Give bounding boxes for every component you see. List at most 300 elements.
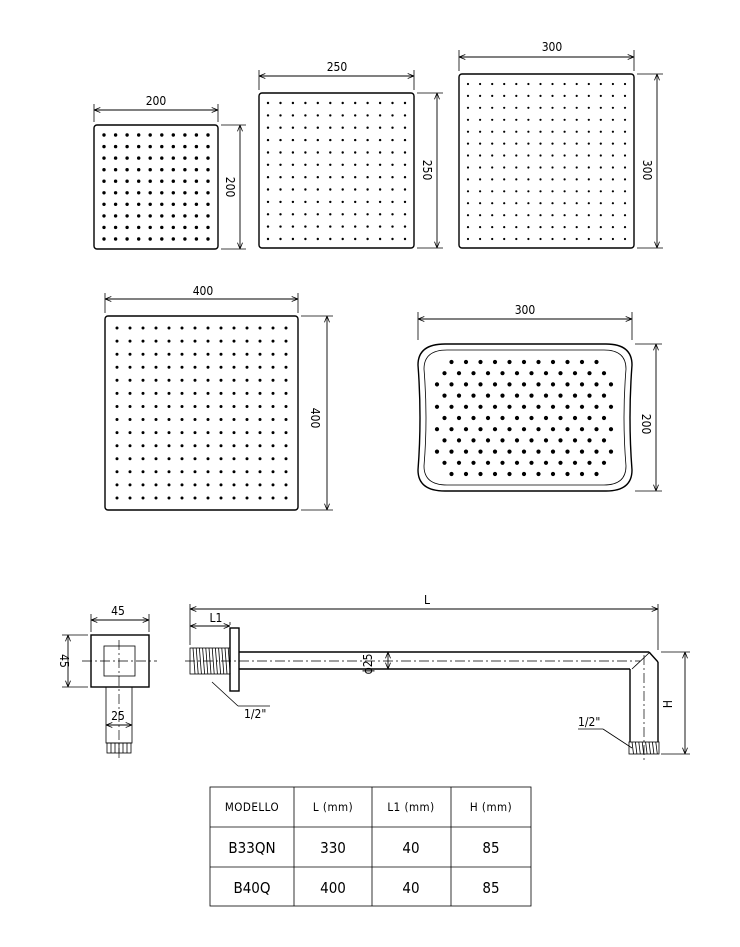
nozzle-dot xyxy=(194,497,197,500)
nozzle-dot xyxy=(467,178,469,180)
nozzle-dot xyxy=(160,180,163,183)
nozzle-dot xyxy=(467,190,469,192)
nozzle-dot xyxy=(155,444,158,447)
nozzle-dot xyxy=(168,366,171,369)
nozzle-dot xyxy=(285,340,288,343)
nozzle-dot xyxy=(194,392,197,395)
nozzle-dot xyxy=(602,461,606,465)
nozzle-dot xyxy=(624,238,626,240)
nozzle-dot xyxy=(491,166,493,168)
nozzle-dot xyxy=(160,203,163,206)
nozzle-dot xyxy=(181,457,184,460)
nozzle-dot xyxy=(149,168,152,171)
nozzle-dot xyxy=(168,327,171,330)
nozzle-dot xyxy=(609,427,613,431)
nozzle-dot xyxy=(292,151,294,153)
nozzle-dot xyxy=(181,405,184,408)
nozzle-dot xyxy=(155,340,158,343)
nozzle-dot xyxy=(142,366,145,369)
nozzle-dot xyxy=(195,145,198,148)
nozzle-dot xyxy=(116,366,119,369)
nozzle-dot xyxy=(612,83,614,85)
nozzle-dot xyxy=(529,461,533,465)
nozzle-dot xyxy=(539,226,541,228)
nozzle-dot xyxy=(246,483,249,486)
nozzle-dot xyxy=(467,166,469,168)
table-cell-h: 85 xyxy=(482,879,500,897)
nozzle-dot xyxy=(515,178,517,180)
nozzle-dot xyxy=(195,156,198,159)
nozzle-grid xyxy=(116,327,288,500)
nozzle-dot xyxy=(503,202,505,204)
nozzle-dot xyxy=(246,497,249,500)
nozzle-dot xyxy=(588,143,590,145)
nozzle-dot xyxy=(493,382,497,386)
nozzle-dot xyxy=(267,213,269,215)
nozzle-dot xyxy=(404,188,406,190)
nozzle-dot xyxy=(624,202,626,204)
nozzle-dot xyxy=(129,483,132,486)
nozzle-dot xyxy=(536,382,540,386)
nozzle-dot xyxy=(354,213,356,215)
nozzle-dot xyxy=(183,168,186,171)
nozzle-dot xyxy=(285,379,288,382)
nozzle-dot xyxy=(529,371,533,375)
nozzle-dot xyxy=(116,340,119,343)
nozzle-dot xyxy=(467,238,469,240)
nozzle-dot xyxy=(116,405,119,408)
nozzle-dot xyxy=(435,450,439,454)
nozzle-dot xyxy=(181,418,184,421)
nozzle-dot xyxy=(116,353,119,356)
nozzle-grid xyxy=(467,83,626,240)
nozzle-dot xyxy=(272,497,275,500)
nozzle-dot xyxy=(478,382,482,386)
nozzle-dot xyxy=(522,450,526,454)
nozzle-dot xyxy=(342,213,344,215)
nozzle-dot xyxy=(233,431,236,434)
nozzle-dot xyxy=(442,394,446,398)
nozzle-dot xyxy=(366,176,368,178)
nozzle-dot xyxy=(558,461,562,465)
nozzle-dot xyxy=(354,164,356,166)
nozzle-dot xyxy=(172,133,175,136)
nozzle-dot xyxy=(503,190,505,192)
nozzle-dot xyxy=(279,114,281,116)
nozzle-dot xyxy=(464,360,468,364)
nozzle-dot xyxy=(207,366,210,369)
diameter-label: ϕ25 xyxy=(361,653,375,675)
flange-width-label: 45 xyxy=(111,604,125,618)
nozzle-dot xyxy=(539,143,541,145)
nozzle-dot xyxy=(137,203,140,206)
nozzle-dot xyxy=(544,416,548,420)
table-cell-l1: 40 xyxy=(402,879,420,897)
nozzle-dot xyxy=(527,214,529,216)
nozzle-dot xyxy=(612,95,614,97)
nozzle-dot xyxy=(137,168,140,171)
nozzle-dot xyxy=(142,431,145,434)
nozzle-dot xyxy=(304,164,306,166)
nozzle-dot xyxy=(168,470,171,473)
nozzle-dot xyxy=(564,83,566,85)
nozzle-dot xyxy=(379,238,381,240)
nozzle-dot xyxy=(491,95,493,97)
nozzle-dot xyxy=(292,238,294,240)
nozzle-dot xyxy=(194,340,197,343)
nozzle-dot xyxy=(181,340,184,343)
nozzle-dot xyxy=(220,497,223,500)
nozzle-dot xyxy=(491,131,493,133)
nozzle-dot xyxy=(116,431,119,434)
nozzle-dot xyxy=(551,214,553,216)
nozzle-dot xyxy=(564,131,566,133)
nozzle-dot xyxy=(391,213,393,215)
nozzle-dot xyxy=(379,201,381,203)
nozzle-dot xyxy=(503,154,505,156)
nozzle-dot xyxy=(479,226,481,228)
nozzle-dot xyxy=(129,405,132,408)
nozzle-dot xyxy=(142,392,145,395)
nozzle-dot xyxy=(624,131,626,133)
nozzle-dot xyxy=(493,472,497,476)
nozzle-dot xyxy=(391,139,393,141)
nozzle-dot xyxy=(329,201,331,203)
nozzle-dot xyxy=(500,371,504,375)
nozzle-dot xyxy=(565,427,569,431)
nozzle-dot xyxy=(464,382,468,386)
nozzle-dot xyxy=(259,431,262,434)
nozzle-dot xyxy=(259,457,262,460)
nozzle-dot xyxy=(160,156,163,159)
flange-inner-label: 25 xyxy=(111,709,125,723)
nozzle-dot xyxy=(137,237,140,240)
nozzle-dot xyxy=(279,188,281,190)
nozzle-dot xyxy=(194,457,197,460)
nozzle-dot xyxy=(527,190,529,192)
nozzle-dot xyxy=(486,371,490,375)
nozzle-dot xyxy=(479,95,481,97)
nozzle-dot xyxy=(573,438,577,442)
nozzle-dot xyxy=(624,178,626,180)
nozzle-dot xyxy=(624,83,626,85)
nozzle-dot xyxy=(272,405,275,408)
nozzle-dot xyxy=(576,107,578,109)
nozzle-dot xyxy=(172,145,175,148)
nozzle-grid xyxy=(267,102,406,240)
nozzle-dot xyxy=(125,133,128,136)
nozzle-dot xyxy=(564,119,566,121)
nozzle-dot xyxy=(129,418,132,421)
nozzle-dot xyxy=(267,164,269,166)
nozzle-dot xyxy=(342,201,344,203)
nozzle-dot xyxy=(609,382,613,386)
table-cell-h: 85 xyxy=(482,839,500,857)
nozzle-dot xyxy=(304,238,306,240)
nozzle-dot xyxy=(220,457,223,460)
nozzle-dot xyxy=(442,416,446,420)
nozzle-dot xyxy=(160,133,163,136)
nozzle-dot xyxy=(183,156,186,159)
nozzle-dot xyxy=(522,382,526,386)
nozzle-dot xyxy=(602,371,606,375)
nozzle-dot xyxy=(404,139,406,141)
nozzle-dot xyxy=(624,154,626,156)
nozzle-dot xyxy=(479,143,481,145)
nozzle-dot xyxy=(172,226,175,229)
table-cell-l: 330 xyxy=(320,839,346,857)
nozzle-dot xyxy=(129,457,132,460)
nozzle-dot xyxy=(600,119,602,121)
nozzle-dot xyxy=(160,145,163,148)
nozzle-dot xyxy=(464,427,468,431)
nozzle-dot xyxy=(155,457,158,460)
nozzle-dot xyxy=(195,226,198,229)
nozzle-dot xyxy=(442,461,446,465)
nozzle-dot xyxy=(467,131,469,133)
nozzle-dot xyxy=(442,371,446,375)
nozzle-dot xyxy=(149,226,152,229)
nozzle-dot xyxy=(285,353,288,356)
flange-length-label: L1 xyxy=(209,611,223,625)
nozzle-dot xyxy=(246,379,249,382)
nozzle-dot xyxy=(116,483,119,486)
nozzle-dot xyxy=(527,83,529,85)
nozzle-dot xyxy=(479,238,481,240)
nozzle-dot xyxy=(478,450,482,454)
nozzle-dot xyxy=(129,340,132,343)
nozzle-dot xyxy=(267,176,269,178)
nozzle-dot xyxy=(600,214,602,216)
nozzle-dot xyxy=(612,154,614,156)
nozzle-dot xyxy=(594,450,598,454)
nozzle-dot xyxy=(114,168,117,171)
nozzle-dot xyxy=(391,201,393,203)
nozzle-dot xyxy=(515,202,517,204)
nozzle-dot xyxy=(366,225,368,227)
nozzle-dot xyxy=(366,139,368,141)
nozzle-dot xyxy=(317,238,319,240)
nozzle-dot xyxy=(479,83,481,85)
nozzle-dot xyxy=(354,114,356,116)
nozzle-dot xyxy=(576,226,578,228)
nozzle-dot xyxy=(449,472,453,476)
nozzle-dot xyxy=(155,327,158,330)
nozzle-dot xyxy=(527,178,529,180)
nozzle-dot xyxy=(471,461,475,465)
nozzle-dot xyxy=(576,95,578,97)
nozzle-dot xyxy=(233,340,236,343)
nozzle-dot xyxy=(544,394,548,398)
nozzle-dot xyxy=(486,394,490,398)
nozzle-dot xyxy=(114,214,117,217)
nozzle-dot xyxy=(594,382,598,386)
nozzle-dot xyxy=(522,360,526,364)
nozzle-grid xyxy=(102,133,209,240)
nozzle-dot xyxy=(500,416,504,420)
nozzle-dot xyxy=(233,366,236,369)
nozzle-dot xyxy=(267,238,269,240)
nozzle-dot xyxy=(558,371,562,375)
nozzle-dot xyxy=(536,405,540,409)
nozzle-dot xyxy=(404,151,406,153)
nozzle-dot xyxy=(612,202,614,204)
nozzle-dot xyxy=(449,427,453,431)
nozzle-dot xyxy=(580,450,584,454)
nozzle-dot xyxy=(527,119,529,121)
nozzle-dot xyxy=(207,327,210,330)
nozzle-dot xyxy=(272,392,275,395)
nozzle-dot xyxy=(304,102,306,104)
nozzle-dot xyxy=(168,405,171,408)
nozzle-dot xyxy=(564,178,566,180)
nozzle-dot xyxy=(272,418,275,421)
nozzle-dot xyxy=(527,166,529,168)
nozzle-dot xyxy=(194,379,197,382)
nozzle-dot xyxy=(272,340,275,343)
length-label: L xyxy=(423,593,431,607)
nozzle-dot xyxy=(116,497,119,500)
nozzle-dot xyxy=(149,214,152,217)
nozzle-dot xyxy=(329,213,331,215)
nozzle-dot xyxy=(142,444,145,447)
nozzle-dot xyxy=(149,203,152,206)
nozzle-dot xyxy=(317,188,319,190)
nozzle-dot xyxy=(379,102,381,104)
nozzle-dot xyxy=(142,457,145,460)
nozzle-dot xyxy=(207,497,210,500)
nozzle-dot xyxy=(129,392,132,395)
nozzle-dot xyxy=(233,327,236,330)
nozzle-dot xyxy=(279,176,281,178)
nozzle-dot xyxy=(551,405,555,409)
nozzle-dot xyxy=(491,202,493,204)
width-label: 250 xyxy=(326,60,348,74)
nozzle-dot xyxy=(515,416,519,420)
nozzle-dot xyxy=(137,214,140,217)
nozzle-dot xyxy=(272,327,275,330)
model-table xyxy=(210,787,531,906)
nozzle-dot xyxy=(612,238,614,240)
nozzle-dot xyxy=(125,156,128,159)
nozzle-dot xyxy=(342,238,344,240)
nozzle-dot xyxy=(195,180,198,183)
nozzle-dot xyxy=(580,427,584,431)
nozzle-dot xyxy=(564,95,566,97)
nozzle-dot xyxy=(503,238,505,240)
nozzle-dot xyxy=(551,119,553,121)
nozzle-dot xyxy=(536,450,540,454)
nozzle-dot xyxy=(292,102,294,104)
nozzle-dot xyxy=(267,127,269,129)
nozzle-dot xyxy=(491,107,493,109)
nozzle-dot xyxy=(467,107,469,109)
nozzle-dot xyxy=(317,176,319,178)
nozzle-dot xyxy=(195,203,198,206)
nozzle-dot xyxy=(404,213,406,215)
nozzle-dot xyxy=(304,176,306,178)
height-label: 300 xyxy=(640,159,654,181)
nozzle-dot xyxy=(155,353,158,356)
nozzle-dot xyxy=(467,202,469,204)
nozzle-dot xyxy=(317,127,319,129)
nozzle-dot xyxy=(588,202,590,204)
nozzle-dot xyxy=(102,156,105,159)
nozzle-dot xyxy=(479,214,481,216)
nozzle-dot xyxy=(142,353,145,356)
nozzle-dot xyxy=(624,95,626,97)
nozzle-dot xyxy=(279,238,281,240)
nozzle-dot xyxy=(500,438,504,442)
nozzle-dot xyxy=(194,327,197,330)
nozzle-dot xyxy=(576,190,578,192)
nozzle-dot xyxy=(527,143,529,145)
nozzle-dot xyxy=(471,394,475,398)
nozzle-dot xyxy=(207,353,210,356)
nozzle-dot xyxy=(600,190,602,192)
nozzle-dot xyxy=(129,497,132,500)
nozzle-dot xyxy=(404,201,406,203)
nozzle-dot xyxy=(565,360,569,364)
nozzle-dot xyxy=(391,164,393,166)
nozzle-dot xyxy=(279,151,281,153)
nozzle-dot xyxy=(612,166,614,168)
nozzle-dot xyxy=(259,379,262,382)
nozzle-dot xyxy=(602,438,606,442)
nozzle-dot xyxy=(246,457,249,460)
nozzle-dot xyxy=(515,95,517,97)
nozzle-dot xyxy=(404,114,406,116)
nozzle-dot xyxy=(304,114,306,116)
nozzle-dot xyxy=(279,213,281,215)
nozzle-dot xyxy=(564,166,566,168)
width-label: 400 xyxy=(192,284,214,298)
nozzle-dot xyxy=(491,238,493,240)
nozzle-dot xyxy=(471,438,475,442)
nozzle-dot xyxy=(471,416,475,420)
nozzle-dot xyxy=(267,151,269,153)
nozzle-dot xyxy=(471,371,475,375)
nozzle-dot xyxy=(194,444,197,447)
nozzle-dot xyxy=(612,107,614,109)
nozzle-dot xyxy=(317,102,319,104)
nozzle-dot xyxy=(207,457,210,460)
width-label: 300 xyxy=(514,303,536,317)
nozzle-dot xyxy=(279,139,281,141)
nozzle-dot xyxy=(304,225,306,227)
nozzle-dot xyxy=(194,366,197,369)
nozzle-dot xyxy=(342,151,344,153)
nozzle-dot xyxy=(172,180,175,183)
nozzle-dot xyxy=(129,431,132,434)
nozzle-dot xyxy=(491,214,493,216)
nozzle-dot xyxy=(594,472,598,476)
nozzle-dot xyxy=(507,405,511,409)
nozzle-dot xyxy=(467,143,469,145)
shower-head-300x200 xyxy=(418,303,662,491)
nozzle-dot xyxy=(391,188,393,190)
nozzle-dot xyxy=(114,180,117,183)
nozzle-dot xyxy=(285,405,288,408)
nozzle-dot xyxy=(457,461,461,465)
nozzle-dot xyxy=(259,353,262,356)
nozzle-dot xyxy=(129,444,132,447)
nozzle-dot xyxy=(379,114,381,116)
nozzle-dot xyxy=(507,427,511,431)
nozzle-dot xyxy=(160,168,163,171)
nozzle-dot xyxy=(551,143,553,145)
nozzle-dot xyxy=(285,444,288,447)
